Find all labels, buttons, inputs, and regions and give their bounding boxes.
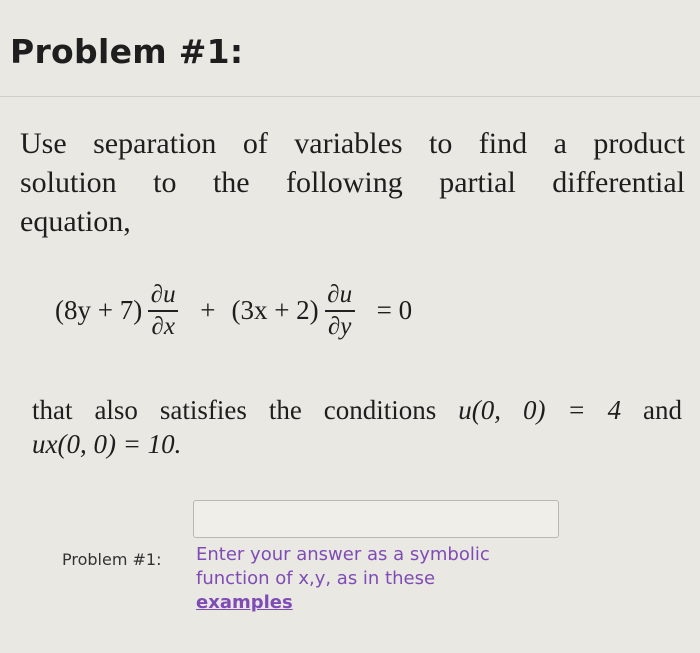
condition-1: u(0, 0) = 4 (458, 395, 622, 425)
term2-coefficient: (3x + 2) (231, 295, 319, 326)
examples-link[interactable]: examples (196, 592, 293, 613)
partial-u-y-fraction (325, 282, 355, 340)
conditions-text (32, 393, 682, 461)
answer-input[interactable] (193, 500, 559, 538)
fraction-numerator: ∂u (150, 281, 176, 308)
partial-u-x-fraction (148, 282, 178, 340)
plus-sign: + (200, 295, 216, 326)
page-title: Problem #1: (10, 32, 244, 71)
answer-problem-label: Problem #1: (62, 550, 162, 569)
fraction-bar (148, 310, 178, 312)
fraction-denominator: ∂x (151, 312, 175, 340)
fraction-bar (325, 310, 355, 312)
equation-rhs: = 0 (376, 295, 413, 326)
conditions-and: and (643, 395, 683, 425)
problem-line-1: Use separation of variables to find a product (20, 127, 685, 160)
condition-2: ux(0, 0) = 10. (32, 429, 182, 459)
divider (0, 96, 700, 97)
conditions-prefix: that also satisfies the conditions (32, 395, 437, 425)
problem-line-2: solution to the following partial differential (20, 166, 685, 199)
problem-statement (20, 124, 685, 241)
answer-hint (196, 543, 536, 615)
fraction-denominator: ∂y (327, 312, 352, 340)
problem-line-3: equation, (20, 205, 131, 238)
conditions-line-1 (32, 393, 682, 427)
pde-equation (55, 282, 412, 340)
term1-coefficient: (8y + 7) (55, 295, 143, 326)
hint-text: Enter your answer as a symbolic function of x,y, as in these (196, 544, 490, 589)
fraction-numerator: ∂u (327, 281, 353, 308)
